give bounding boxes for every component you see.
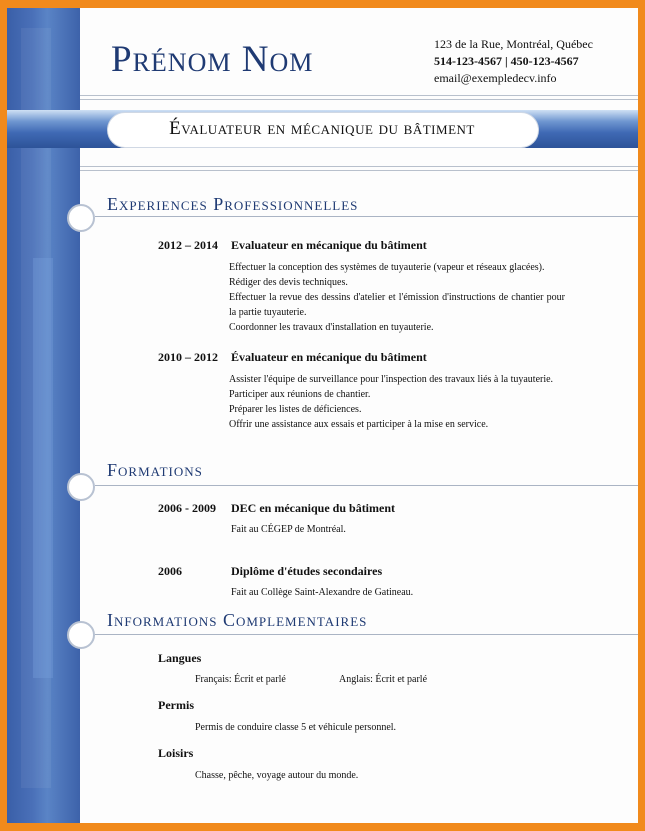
entry-dates: 2010 – 2012 bbox=[158, 350, 218, 364]
entry-description bbox=[229, 372, 565, 432]
divider bbox=[80, 166, 638, 167]
divider bbox=[80, 99, 638, 100]
desc-line: Offrir une assistance aux essais et participer à la mise en service. bbox=[229, 419, 489, 430]
entry-description bbox=[229, 260, 565, 335]
resume-page bbox=[7, 8, 638, 823]
section-marker bbox=[67, 621, 95, 649]
permit-label: Permis bbox=[158, 698, 194, 712]
job-title: Évaluateur en mécanique du bâtiment bbox=[169, 118, 475, 139]
entry-title: Évaluateur en mécanique du bâtiment bbox=[231, 350, 427, 364]
entry-detail: Fait au Collège Saint-Alexandre de Gatineau. bbox=[231, 587, 414, 598]
french-level: Français: Écrit et parlé bbox=[195, 674, 286, 685]
section-title-info: Informations Complementaires bbox=[107, 610, 368, 630]
divider bbox=[80, 170, 638, 171]
email: email@exempledecv.info bbox=[434, 71, 557, 85]
entry-title: Diplôme d'études secondaires bbox=[231, 564, 383, 578]
desc-line: Effectuer la conception des systèmes de tuyauterie (vapeur et réseaux glacées). bbox=[229, 262, 545, 273]
desc-line: Effectuer la revue des dessins d'atelier et l'émission d'instructions de chantier pour la partie tuyauterie. bbox=[229, 292, 565, 318]
sidebar-decor bbox=[33, 258, 53, 678]
desc-line: Préparer les listes de déficiences. bbox=[229, 404, 362, 415]
divider bbox=[80, 95, 638, 96]
phone-numbers: 514-123-4567 | 450-123-4567 bbox=[434, 54, 579, 68]
languages-label: Langues bbox=[158, 651, 202, 665]
section-title-experience: Experiences Professionnelles bbox=[107, 194, 359, 214]
hobbies-label: Loisirs bbox=[158, 746, 194, 760]
section-rule bbox=[95, 485, 638, 486]
section-marker bbox=[67, 204, 95, 232]
section-title-education: Formations bbox=[107, 460, 203, 480]
entry-title: DEC en mécanique du bâtiment bbox=[231, 501, 396, 515]
address: 123 de la Rue, Montréal, Québec bbox=[434, 37, 593, 51]
entry-title: Evaluateur en mécanique du bâtiment bbox=[231, 238, 427, 252]
section-rule bbox=[95, 216, 638, 217]
permit-detail: Permis de conduire classe 5 et véhicule personnel. bbox=[195, 722, 397, 733]
desc-line: Assister l'équipe de surveillance pour l'inspection des travaux liés à la tuyauterie. bbox=[229, 374, 554, 385]
entry-dates: 2006 - 2009 bbox=[158, 501, 216, 515]
section-rule bbox=[95, 634, 638, 635]
hobbies-detail: Chasse, pêche, voyage autour du monde. bbox=[195, 770, 359, 781]
section-marker bbox=[67, 473, 95, 501]
english-level: Anglais: Écrit et parlé bbox=[339, 674, 428, 685]
desc-line: Rédiger des devis techniques. bbox=[229, 277, 348, 288]
entry-dates: 2012 – 2014 bbox=[158, 238, 218, 252]
desc-line: Coordonner les travaux d'installation en tuyauterie. bbox=[229, 322, 434, 333]
contact-block bbox=[434, 36, 593, 87]
candidate-name: Prénom Nom bbox=[111, 39, 314, 80]
entry-detail: Fait au CÉGEP de Montréal. bbox=[231, 524, 346, 535]
desc-line: Participer aux réunions de chantier. bbox=[229, 389, 371, 400]
entry-dates: 2006 bbox=[158, 564, 182, 578]
